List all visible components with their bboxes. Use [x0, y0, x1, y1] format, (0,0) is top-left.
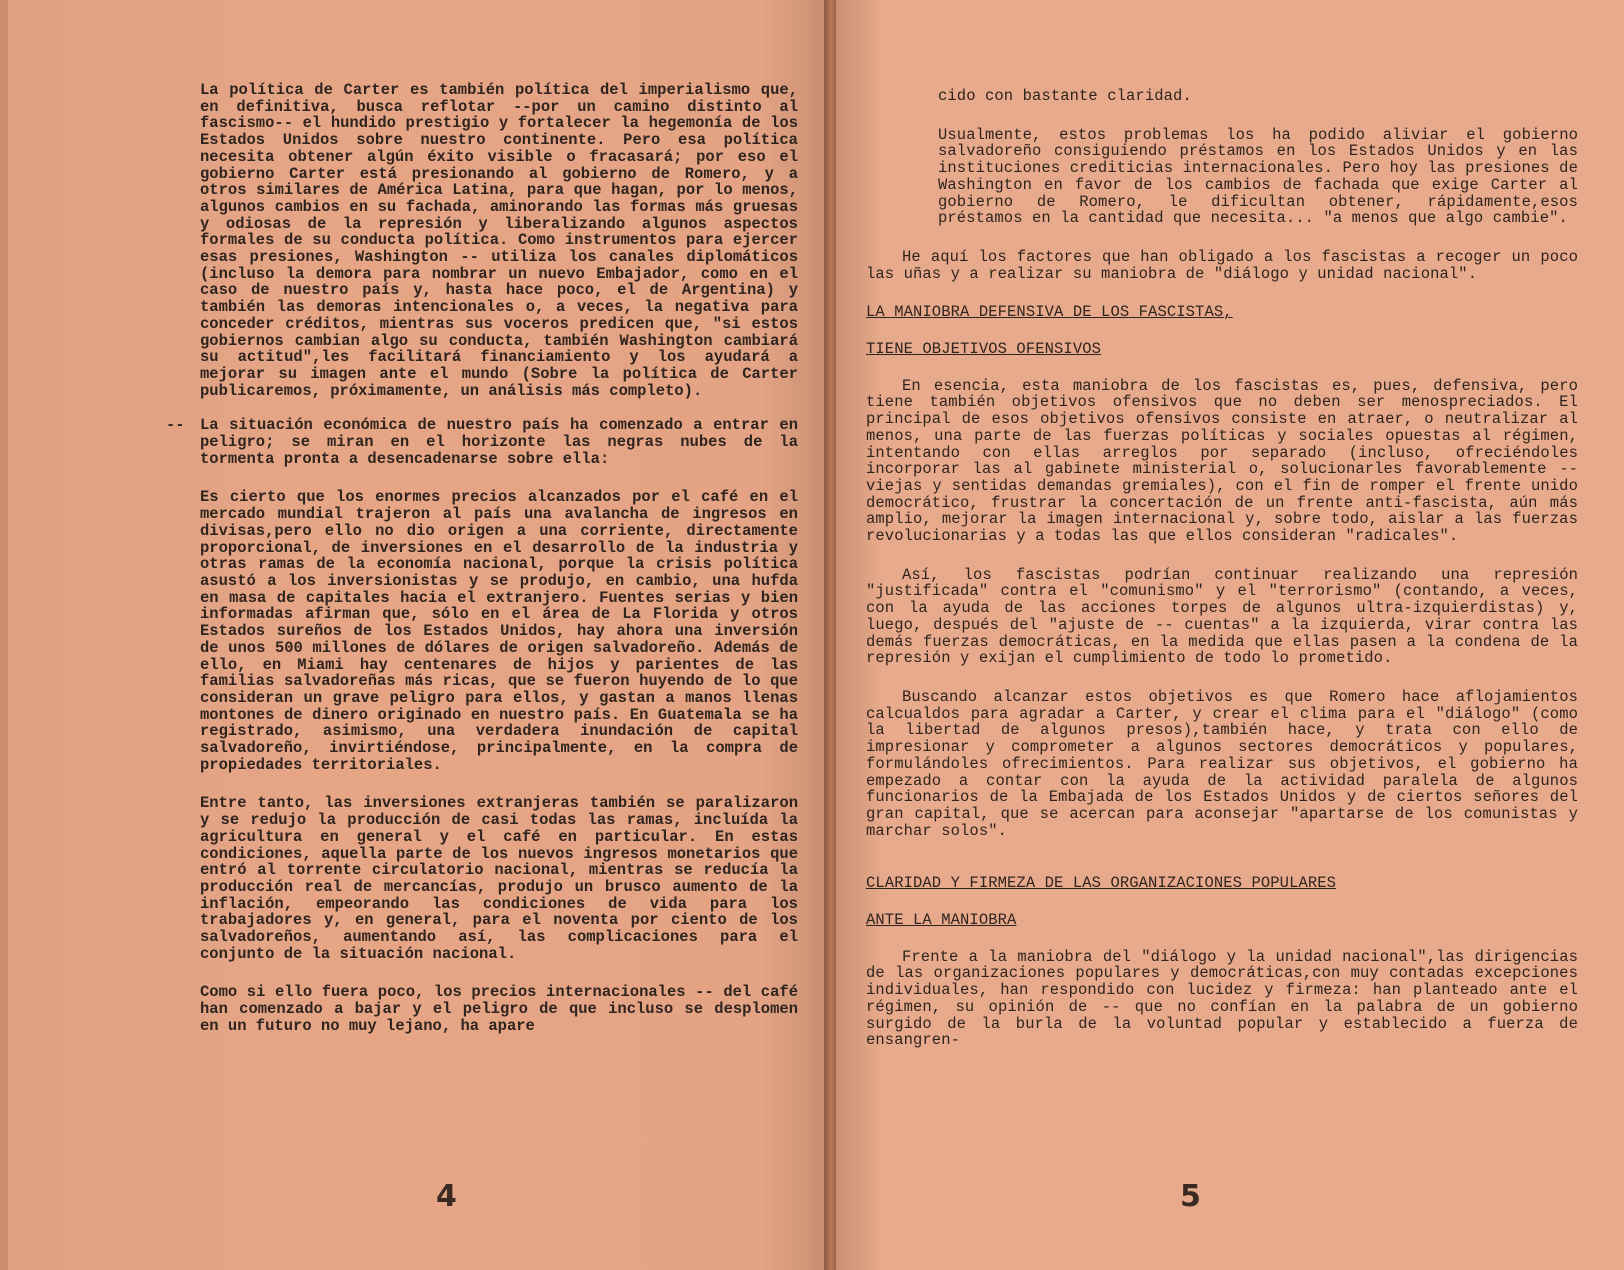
section-heading: ANTE LA MANIOBRA	[866, 911, 1017, 930]
paragraph: Buscando alcanzar estos objetivos es que Romero hace aflojamientos calcualdos para agradar a Carter, y crear el clima para el "diálogo" (como la libertad de algunos presos),también hace, y trata con ello de impresionar y comprometer a algunos sectores democráticos y populares, formulándoles ofrecimientos. Para realizar sus objetivos, el gobierno ha empezado a contar con la ayuda de la actividad paralela de algunos funcionarios de la Embajada de los Estados Unidos y de ciertos señores del gran capital, que se acercan para aconsejar "apartarse de los comunistas y marchar solos".	[866, 687, 1578, 840]
paragraph: Como si ello fuera poco, los precios internacionales -- del café han comenzado a bajar y el peligro de que incluso se desplomen en un futuro no muy lejano, ha apare	[200, 983, 798, 1035]
right-text-column	[866, 88, 1578, 1071]
paragraph: Usualmente, estos problemas los ha podido aliviar el gobierno salvadoreño consiguiendo préstamos en los Estados Unidos y en las instituciones crediticias internacionales. Pero hoy las presiones de Washington en favor de los cambios de fachada que exige Carter al gobierno de Romero, le dificultan obtener, rápidamente,esos préstamos en la cantidad que necesita... "a menos que algo cambie".	[938, 125, 1578, 228]
right-page	[836, 0, 1624, 1270]
paragraph: Es cierto que los enormes precios alcanzados por el café en el mercado mundial trajeron al país una avalancha de ingresos en divisas,pero ello no dio origen a una corriente, directamente proporcional, de inversiones en el desarrollo de la industria y otras ramas de la economía nacional, porque la crisis política asustó a los inversionistas y se produjo, en cambio, una hufda en masa de capitales hacia el extranjero. Fuentes serias y bien informadas afirman que, sólo en el área de La Florida y otros Estados sureños de los Estados Unidos, hay ahora una inversión de unos 500 millones de dólares de origen salvadoreño. Además de ello, en Miami hay centenares de hijos y parientes de las familias salvadoreñas más ricas, que se fueron huyendo de lo que consideran un grave peligro para ellos, y gastan a manos llenas montones de dinero originado en nuestro país. En Guatemala se ha registrado, asimismo, una verdadera inundación de capital salvadoreño, invirtiéndose, principalmente, en la compra de propiedades territoriales.	[200, 488, 798, 774]
section-heading: TIENE OBJETIVOS OFENSIVOS	[866, 340, 1102, 359]
dash-marker: --	[166, 416, 185, 435]
section-heading: CLARIDAD Y FIRMEZA DE LAS ORGANIZACIONES POPULARES	[866, 874, 1337, 893]
page-number: 5	[1180, 1179, 1201, 1214]
paragraph: Entre tanto, las inversiones extranjeras también se paralizaron y se redujo la producción de casi todas las ramas, incluída la agricultura en general y el café en particular. En estas condiciones, aquella parte de los nuevos ingresos monetarios que entró al torrente circulatorio nacional, mientras se reducía la producción real de mercancías, produjo un brusco aumento de la inflación, empeorando las condiciones de vida para los trabajadores y, en general, para el noventa por ciento de los salvadoreños, aumentando así, las complicaciones para el conjunto de la situación nacional.	[200, 794, 798, 963]
page-number: 4	[436, 1179, 457, 1214]
paragraph: Frente a la maniobra del "diálogo y la unidad nacional",las dirigencias de las organizaciones populares y democráticas,con muy contadas excepciones individuales, han respondido con lucidez y firmeza: han planteado ante el régimen, su opinión de -- que no confían en la palabra de un gobierno surgido de la burla de la voluntad popular y establecido a fuerza de ensangren-	[866, 947, 1578, 1050]
paragraph: He aquí los factores que han obligado a los fascistas a recoger un poco las uñas y a realizar su maniobra de "diálogo y unidad nacional".	[866, 247, 1578, 283]
paragraph: Así, los fascistas podrían continuar realizando una represión "justificada" contra el "comunismo" y el "terrorismo" (contando, a veces, con la ayuda de las acciones torpes de algunos ultra-izquierdistas) y, luego, después del "ajuste de -- cuentas" a la izquierda, virar contra las demás fuerzas democráticas, en la medida que ellas pasen a la condena de la represión y exijan el cumplimiento de todo lo prometido.	[866, 565, 1578, 668]
section-heading: LA MANIOBRA DEFENSIVA DE LOS FASCISTAS,	[866, 303, 1233, 322]
paragraph: cido con bastante claridad.	[938, 87, 1192, 105]
paragraph: En esencia, esta maniobra de los fascistas es, pues, defensiva, pero tiene también objetivos ofensivos que no deben ser menospreciados. El principal de esos objetivos ofensivos consiste en atraer, o neutralizar al menos, una parte de las fuerzas políticas y sociales opuestas al régimen, intentando con ellas arreglos por separado (incluso, ofreciéndoles incorporar las al gabinete ministerial o, solucionarles favorablemente -- viejas y sentidas demandas gremiales), con el fin de romper el frente unido democrático, frustrar la concertación de un frente anti-fascista, aún más amplio, mejorar la imagen internacional y, sobre todo, aislar a las fuerzas revolucionarias y a todas las que ellos consideran "radicales".	[866, 376, 1578, 546]
left-text-column	[166, 81, 798, 1057]
paragraph	[166, 416, 798, 468]
left-page	[8, 0, 826, 1270]
paragraph: La política de Carter es también política del imperialismo que, en definitiva, busca reflotar --por un camino distinto al fascismo-- el hundido prestigio y fortalecer la hegemonía de los Estados Unidos sobre nuestro continente. Pero esa política necesita obtener algún éxito visible o fracasará; por eso el gobierno Carter está presionando al gobierno de Romero, y a otros similares de América Latina, para que hagan, por lo menos, algunos cambios en su fachada, aminorando las formas más gruesas y odiosas de la represión y liberalizando algunos aspectos formales de su conducta política. Como instrumentos para ejercer esas presiones, Washington -- utiliza los canales diplomáticos (incluso la demora para nombrar un nuevo Embajador, como en el caso de nuestro país y, hasta hace poco, el de Argentina) y también las demoras intencionales o, a veces, la negativa para conceder créditos, mientras sus voceros predicen que, "si estos gobiernos cambian algo su conducta, también Washington cambiará su actitud",les facilitará financiamiento y los ayudará a mejorar su imagen ante el mundo (Sobre la política de Carter publicaremos, próximamente, un análisis más completo).	[200, 81, 798, 400]
paragraph-text: La situación económica de nuestro país ha comenzado a entrar en peligro; se miran en el horizonte las negras nubes de la tormenta pronta a desencadenarse sobre ella:	[200, 416, 798, 468]
